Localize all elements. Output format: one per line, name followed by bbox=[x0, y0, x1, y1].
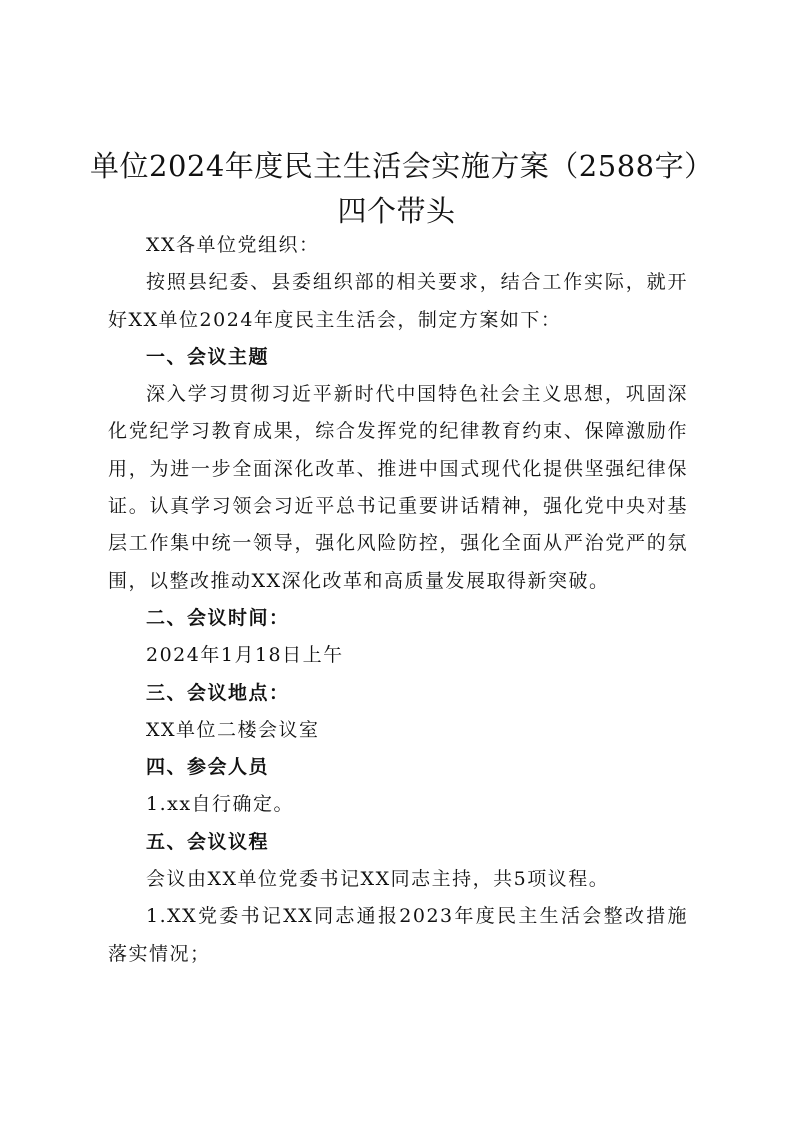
document-title: 单位2024年度民主生活会实施方案（2588字） bbox=[90, 149, 714, 183]
section-heading-time: 二、会议时间： bbox=[146, 606, 290, 629]
section-content-theme: 深入学习贯彻习近平新时代中国特色社会主义思想，巩固深化党纪学习教育成果，综合发挥党的纪律教育约束、保障激励作用，为进一步全面深化改革、推进中国式现代化提供坚强纪律保证。认真学习领会习近平总书记重要讲话精神，强化党中央对基层工作集中统一领导，强化风险防控，强化全面从严治党严的氛围，以整改推动XX深化改革和高质量发展取得新突破。 bbox=[108, 383, 688, 592]
section-heading-attendees: 四、参会人员 bbox=[146, 756, 270, 779]
intro-paragraph: 按照县纪委、县委组织部的相关要求，结合工作实际，就开好XX单位2024年度民主生活会，制定方案如下： bbox=[108, 271, 688, 331]
section-heading-theme: 一、会议主题 bbox=[146, 345, 270, 368]
section-heading-location: 三、会议地点： bbox=[146, 681, 290, 704]
agenda-item: 1.XX党委书记XX同志通报2023年度民主生活会整改措施落实情况； bbox=[108, 905, 688, 965]
salutation: XX各单位党组织： bbox=[146, 234, 320, 256]
document-body bbox=[108, 227, 688, 973]
document-subtitle: 四个带头 bbox=[337, 194, 456, 228]
section-heading-agenda: 五、会议议程 bbox=[146, 830, 270, 853]
section-content-attendees: 1.xx自行确定。 bbox=[146, 793, 295, 816]
section-content-agenda: 会议由XX单位党委书记XX同志主持，共5项议程。 bbox=[146, 868, 610, 891]
section-content-time: 2024年1月18日上午 bbox=[146, 644, 344, 667]
section-content-location: XX单位二楼会议室 bbox=[146, 718, 320, 741]
